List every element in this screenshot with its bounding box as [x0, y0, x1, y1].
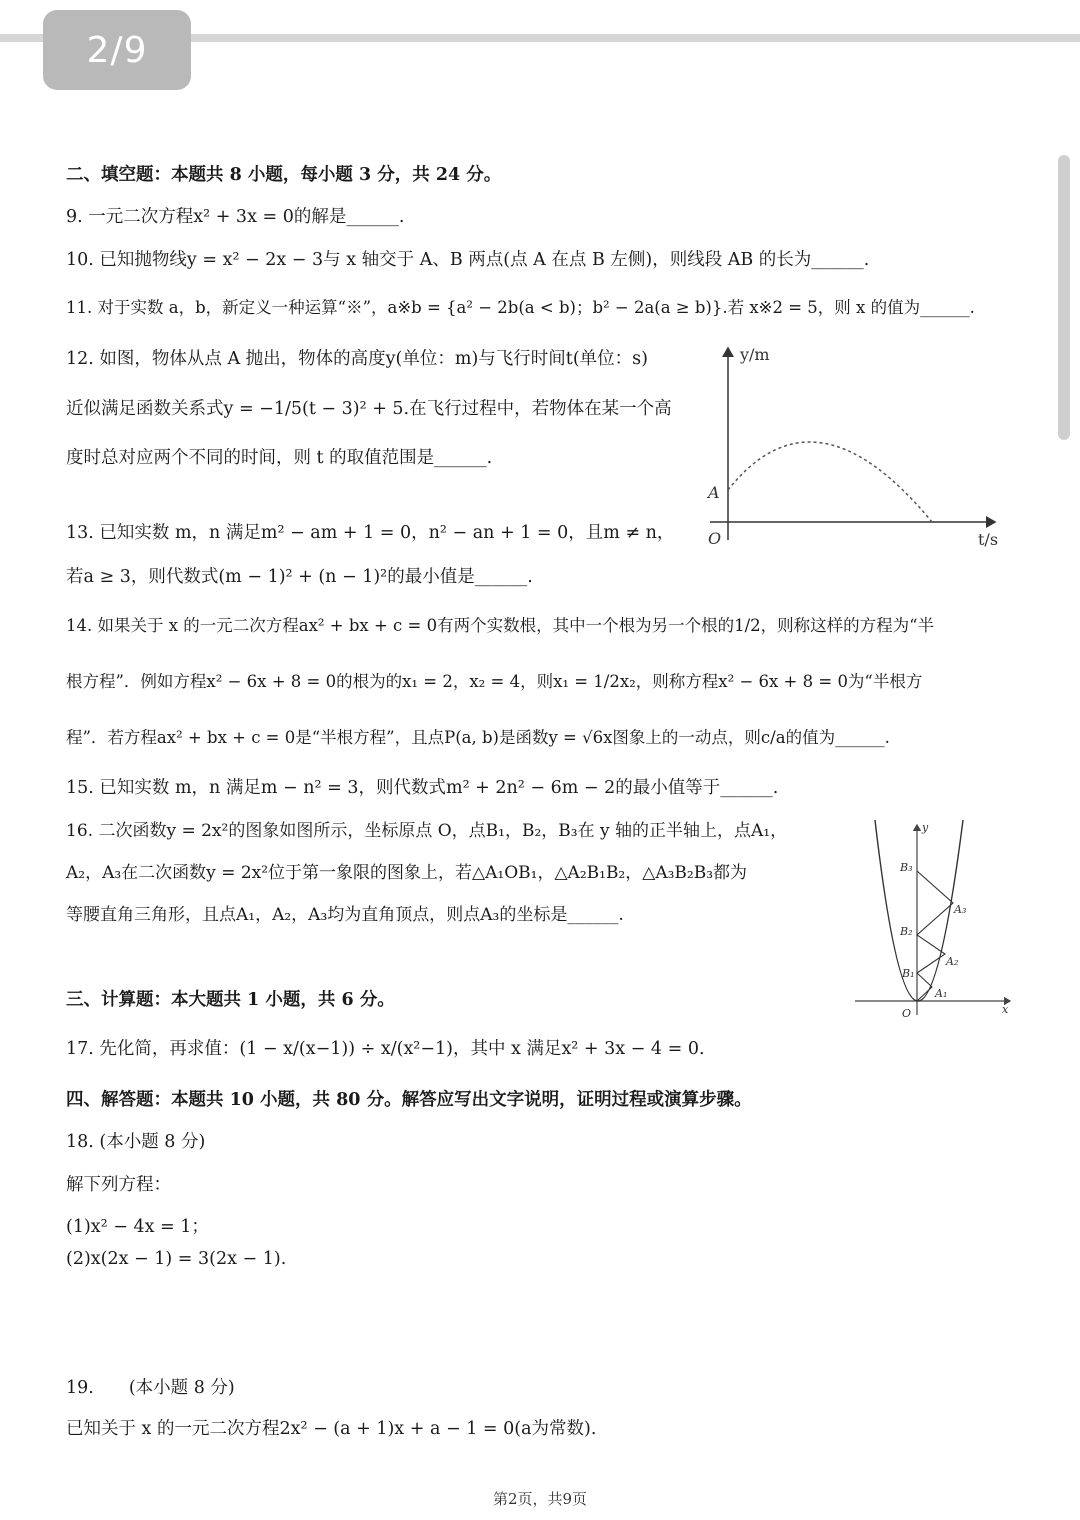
question-18-prompt: 解下列方程： — [66, 1175, 171, 1195]
point-a-label: A — [708, 483, 720, 502]
question-9: 9. 一元二次方程x² + 3x = 0的解是______. — [66, 207, 405, 227]
parabola-curve — [875, 820, 963, 1001]
label-b3: B₃ — [900, 861, 913, 874]
question-17: 17. 先化简，再求值：(1 − x/(x−1)) ÷ x/(x²−1)，其中 x 满足x² + 3x − 4 = 0. — [66, 1039, 705, 1059]
question-16-line1: 16. 二次函数y = 2x²的图象如图所示，坐标原点 O，点B₁，B₂，B₃在 y 轴的正半轴上，点A₁， — [66, 821, 788, 841]
label-a3: A₃ — [954, 903, 967, 916]
x-axis-label: t/s — [978, 530, 999, 549]
section4-header: 四、解答题：本题共 10 小题，共 80 分。解答应写出文字说明，证明过程或演算步骤。 — [66, 1090, 752, 1110]
question-19-title: 19. (本小题 8 分) — [66, 1378, 235, 1398]
question-14-line1: 14. 如果关于 x 的一元二次方程ax² + bx + c = 0有两个实数根，其中一个根为另一个根的1/2，则称这样的方程为“半 — [66, 616, 935, 635]
question-18-title: 18. (本小题 8 分) — [66, 1132, 206, 1152]
y-axis-label: y/m — [740, 345, 770, 364]
label-b2: B₂ — [900, 925, 913, 938]
origin-label: O — [902, 1007, 912, 1020]
question-16-line2: A₂，A₃在二次函数y = 2x²位于第一象限的图象上，若△A₁OB₁，△A₂B₁B₂，△A₃B₂B₃都为 — [66, 863, 748, 883]
label-b1: B₁ — [902, 967, 915, 980]
page-footer: 第2页，共9页 — [492, 1490, 588, 1508]
question-10: 10. 已知抛物线y = x² − 2x − 3与 x 轴交于 A、B 两点(点 A 在点 B 左侧)，则线段 AB 的长为______. — [66, 250, 870, 270]
question-18-part2: (2)x(2x − 1) = 3(2x − 1). — [66, 1249, 287, 1269]
question-13-line1: 13. 已知实数 m，n 满足m² − am + 1 = 0，n² − an + 1 = 0，且m ≠ n， — [66, 523, 675, 543]
label-a2: A₂ — [946, 955, 959, 968]
isosceles-triangles — [917, 871, 953, 1001]
trajectory-curve — [728, 442, 932, 522]
figure-q16-graph — [850, 815, 1020, 1025]
question-14-line3: 程”．若方程ax² + bx + c = 0是“半根方程”，且点P(a, b)是函数y = √6x图象上的一动点，则c/a的值为______. — [66, 728, 890, 747]
question-13-line2: 若a ≥ 3，则代数式(m − 1)² + (n − 1)²的最小值是______. — [66, 567, 533, 587]
x-axis-label: x — [1002, 1003, 1009, 1016]
section2-header: 二、填空题：本题共 8 小题，每小题 3 分，共 24 分。 — [66, 165, 502, 185]
y-axis-label: y — [922, 821, 929, 834]
question-12-line2: 近似满足函数关系式y = −1/5(t − 3)² + 5.在飞行过程中，若物体在某一个高 — [66, 399, 672, 419]
question-12-line1: 12. 如图，物体从点 A 抛出，物体的高度y(单位：m)与飞行时间t(单位：s) — [66, 349, 648, 369]
scrollbar-thumb[interactable] — [1058, 155, 1070, 440]
question-14-line2: 根方程”．例如方程x² − 6x + 8 = 0的根为的x₁ = 2，x₂ = 4，则x₁ = 1/2x₂，则称方程x² − 6x + 8 = 0为“半根方 — [66, 672, 923, 691]
section3-header: 三、计算题：本大题共 1 小题，共 6 分。 — [66, 990, 395, 1010]
page-indicator[interactable]: 2/9 — [43, 10, 191, 90]
origin-label: O — [708, 529, 722, 548]
question-18-part1: (1)x² − 4x = 1； — [66, 1217, 209, 1237]
question-12-line3: 度时总对应两个不同的时间，则 t 的取值范围是______. — [66, 448, 493, 468]
question-19-text: 已知关于 x 的一元二次方程2x² − (a + 1)x + a − 1 = 0(a为常数). — [66, 1419, 597, 1439]
question-16-line3: 等腰直角三角形，且点A₁，A₂，A₃均为直角顶点，则点A₃的坐标是______. — [66, 905, 624, 925]
question-11: 11. 对于实数 a，b，新定义一种运算“※”，a※b = {a² − 2b(a < b)；b² − 2a(a ≥ b)}.若 x※2 = 5，则 x 的值为______. — [66, 298, 975, 317]
figure-q12-graph — [700, 340, 1010, 555]
question-15: 15. 已知实数 m，n 满足m − n² = 3，则代数式m² + 2n² − 6m − 2的最小值等于______. — [66, 778, 779, 798]
label-a1: A₁ — [935, 987, 948, 1000]
